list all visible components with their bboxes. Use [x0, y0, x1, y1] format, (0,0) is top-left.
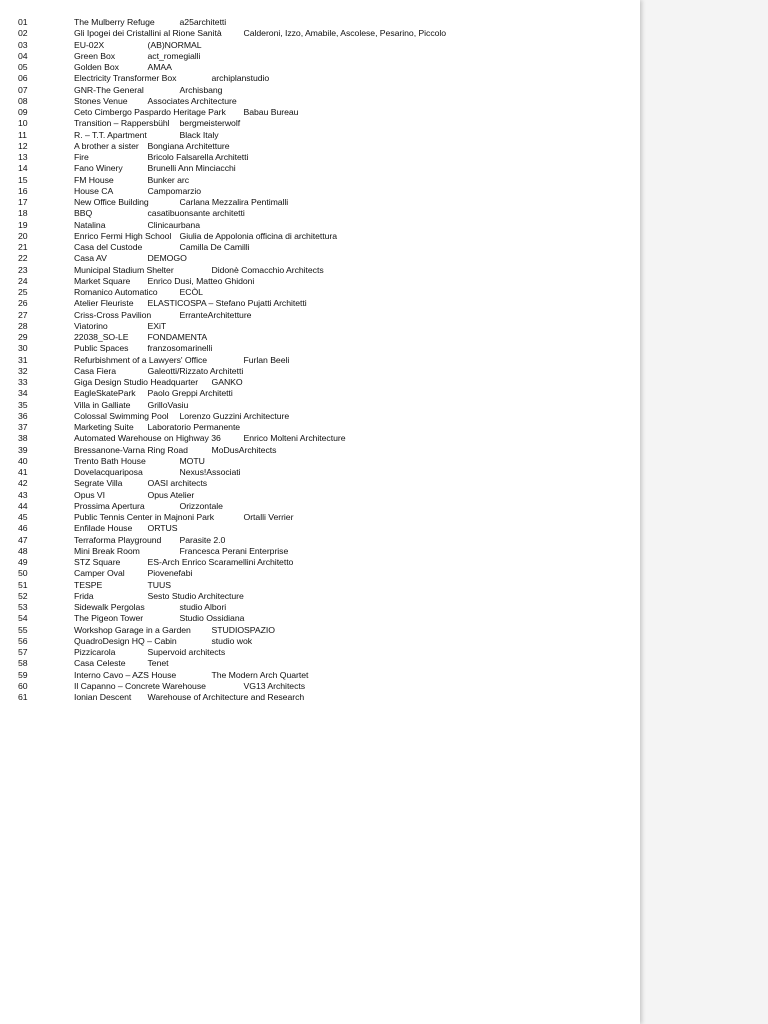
- list-item: [18, 670, 446, 681]
- list-item: [18, 141, 446, 152]
- architect-name: a25architetti: [179, 17, 227, 27]
- project-title: Criss-Cross Pavilion: [74, 309, 152, 320]
- project-title: Trento Bath House: [74, 455, 146, 466]
- list-item: [18, 152, 446, 163]
- list-item: [18, 298, 446, 309]
- architect-name: ELASTICOSPA – Stefano Pujatti Architetti: [147, 298, 307, 309]
- list-item: [18, 411, 446, 422]
- project-title: Automated Warehouse on Highway 36: [74, 433, 221, 444]
- list-item: [18, 501, 446, 512]
- project-title: Casa del Custode: [74, 242, 143, 252]
- architect-name: Opus Atelier: [147, 489, 195, 500]
- entry-number: 15: [18, 174, 28, 185]
- list-item: [18, 388, 446, 399]
- list-item: [18, 17, 446, 28]
- architect-name: Parasite 2.0: [179, 534, 226, 545]
- list-item: [18, 40, 446, 51]
- project-title: Green Box: [74, 50, 116, 61]
- project-title: Giga Design Studio Headquarter: [74, 377, 199, 387]
- architect-name: Calderoni, Izzo, Amabile, Ascolese, Pesarino, Piccolo: [243, 28, 447, 39]
- project-title: Atelier Fleuriste: [74, 298, 134, 309]
- list-item: [18, 253, 446, 264]
- list-item: [18, 186, 446, 197]
- entry-number: 53: [18, 602, 28, 612]
- project-title: Municipal Stadium Shelter: [74, 264, 174, 275]
- project-title: Workshop Garage in a Garden: [74, 624, 191, 635]
- project-title: Fano Winery: [74, 163, 123, 174]
- entry-number: 11: [18, 129, 27, 140]
- entry-number: 35: [18, 399, 28, 410]
- project-title: Casa Fiera: [74, 365, 116, 376]
- architect-name: Campomarzio: [147, 185, 202, 196]
- architect-name: Lorenzo Guzzini Architecture: [179, 410, 290, 421]
- list-item: [18, 658, 446, 669]
- list-item: [18, 163, 446, 174]
- architect-name: ECÒL: [179, 287, 203, 297]
- entry-number: 51: [18, 579, 28, 590]
- architect-name: MoDusArchitects: [211, 444, 277, 455]
- entry-number: 24: [18, 275, 28, 286]
- list-item: [18, 197, 446, 208]
- entry-number: 17: [18, 197, 28, 207]
- entry-number: 52: [18, 590, 28, 601]
- architect-name: Galeotti/Rizzato Architetti: [147, 365, 244, 376]
- list-item: [18, 692, 446, 703]
- architect-name: Nexus!Associati: [179, 467, 241, 477]
- entry-number: 38: [18, 433, 28, 444]
- entry-number: 42: [18, 478, 28, 489]
- entry-number: 28: [18, 320, 28, 331]
- entry-number: 34: [18, 388, 28, 399]
- list-item: [18, 613, 446, 624]
- project-title: Market Square: [74, 275, 131, 286]
- list-item: [18, 636, 446, 647]
- entry-number: 40: [18, 455, 28, 466]
- architect-name: EXiT: [147, 320, 167, 331]
- list-item: [18, 287, 446, 298]
- project-title: Enrico Fermi High School: [74, 230, 172, 241]
- project-title: Sidewalk Pergolas: [74, 602, 145, 612]
- architect-name: The Modern Arch Quartet: [211, 669, 309, 680]
- list-item: [18, 557, 446, 568]
- project-title: TESPE: [74, 579, 103, 590]
- architect-name: archiplanstudio: [211, 73, 270, 84]
- architect-name: Bunker arc: [147, 174, 190, 185]
- list-item: [18, 96, 446, 107]
- entry-number: 05: [18, 62, 28, 72]
- architect-name: STUDIOSPAZIO: [211, 624, 275, 635]
- entry-number: 30: [18, 343, 28, 354]
- list-item: [18, 467, 446, 478]
- project-title: Terraforma Playground: [74, 534, 162, 545]
- project-title: Segrate Villa: [74, 478, 123, 489]
- entry-number: 41: [18, 467, 28, 477]
- project-title: Casa AV: [74, 253, 107, 264]
- architect-name: Supervoid architects: [147, 647, 226, 657]
- list-item: [18, 332, 446, 343]
- project-title: Enfilade House: [74, 523, 133, 534]
- architect-name: Giulia de Appolonia officina di architettura: [179, 230, 337, 241]
- list-item: [18, 647, 446, 658]
- entry-number: 10: [18, 118, 28, 129]
- project-title: Golden Box: [74, 62, 119, 72]
- entry-number: 23: [18, 264, 28, 275]
- entry-number: 55: [18, 624, 28, 635]
- project-title: QuadroDesign HQ – Cabin: [74, 635, 177, 646]
- architect-name: Babau Bureau: [243, 107, 299, 117]
- entry-number: 47: [18, 534, 28, 545]
- entry-number: 19: [18, 219, 28, 230]
- architect-name: act_romegialli: [147, 50, 201, 61]
- list-item: [18, 208, 446, 219]
- entry-number: 37: [18, 422, 28, 432]
- entry-number: 16: [18, 185, 28, 196]
- list-item: [18, 310, 446, 321]
- architect-name: ORTUS: [147, 523, 178, 534]
- entry-number: 01: [18, 17, 28, 27]
- project-title: Romanico Automatico: [74, 287, 158, 297]
- architect-name: DEMOGO: [147, 253, 187, 264]
- entry-number: 36: [18, 410, 28, 421]
- project-title: R. – T.T. Apartment: [74, 129, 147, 140]
- project-title: Viatorino: [74, 320, 108, 331]
- project-title: Public Spaces: [74, 343, 129, 354]
- entry-number: 22: [18, 253, 28, 264]
- entry-number: 50: [18, 568, 28, 579]
- entry-number: 54: [18, 613, 28, 624]
- list-item: [18, 85, 446, 96]
- architect-name: studio Albori: [179, 602, 227, 612]
- list-item: [18, 625, 446, 636]
- project-title: New Office Building: [74, 197, 149, 207]
- list-item: [18, 433, 446, 444]
- architect-name: Didonè Comacchio Architects: [211, 264, 324, 275]
- list-item: [18, 580, 446, 591]
- entry-number: 02: [18, 28, 28, 39]
- project-title: The Mulberry Refuge: [74, 17, 155, 27]
- entry-number: 06: [18, 73, 28, 84]
- list-item: [18, 478, 446, 489]
- entry-number: 49: [18, 557, 28, 567]
- project-title: Colossal Swimming Pool: [74, 410, 169, 421]
- project-title: Bressanone-Varna Ring Road: [74, 444, 188, 455]
- list-item: [18, 73, 446, 84]
- architect-name: AMAA: [147, 62, 172, 72]
- project-title: Il Capanno – Concrete Warehouse: [74, 680, 206, 691]
- architect-name: GrilloVasiu: [147, 399, 189, 410]
- project-title: STZ Square: [74, 557, 121, 567]
- project-title: Natalina: [74, 219, 106, 230]
- architect-name: Piovenefabi: [147, 568, 193, 579]
- architect-name: Furlan Beeli: [243, 354, 290, 365]
- list-item: [18, 107, 446, 118]
- list-item: [18, 130, 446, 141]
- architect-name: OASI architects: [147, 478, 208, 489]
- project-title: The Pigeon Tower: [74, 613, 144, 624]
- project-title: Mini Break Room: [74, 545, 140, 556]
- project-title: Fire: [74, 152, 89, 162]
- list-item: [18, 400, 446, 411]
- architect-name: ES-Arch Enrico Scaramellini Architetto: [147, 557, 294, 567]
- list-item: [18, 321, 446, 332]
- project-title: Interno Cavo – AZS House: [74, 669, 177, 680]
- architect-name: Ortalli Verrier: [243, 512, 294, 522]
- list-item: [18, 276, 446, 287]
- architect-name: MOTU: [179, 455, 205, 466]
- entry-number: 04: [18, 50, 28, 61]
- entry-number: 58: [18, 658, 28, 669]
- entry-number: 45: [18, 512, 28, 522]
- architect-name: Paolo Greppi Architetti: [147, 388, 233, 399]
- project-title: House CA: [74, 185, 114, 196]
- entry-number: 21: [18, 242, 28, 252]
- architect-name: FONDAMENTA: [147, 332, 208, 342]
- project-title: EagleSkatePark: [74, 388, 136, 399]
- project-title: Villa in Galliate: [74, 399, 131, 410]
- entry-number: 08: [18, 95, 28, 106]
- entry-number: 32: [18, 365, 28, 376]
- entry-number: 20: [18, 230, 28, 241]
- architect-name: Clinicaurbana: [147, 219, 200, 230]
- project-title: Dovelacquariposa: [74, 467, 143, 477]
- project-title: Refurbishment of a Lawyers' Office: [74, 354, 208, 365]
- entry-number: 14: [18, 163, 28, 174]
- list-item: [18, 366, 446, 377]
- entry-number: 39: [18, 444, 28, 455]
- entry-number: 26: [18, 298, 28, 309]
- list-item: [18, 62, 446, 73]
- project-index-list: [18, 17, 446, 703]
- architect-name: Enrico Molteni Architecture: [243, 433, 346, 444]
- architect-name: Associates Architecture: [147, 95, 237, 106]
- architect-name: TUUS: [147, 579, 171, 590]
- architect-name: (AB)NORMAL: [147, 39, 202, 50]
- entry-number: 43: [18, 489, 28, 500]
- project-title: 22038_SO-LE: [74, 332, 129, 342]
- project-title: Pizzicarola: [74, 647, 116, 657]
- entry-number: 48: [18, 545, 28, 556]
- entry-number: 33: [18, 377, 28, 387]
- architect-name: bergmeisterwolf: [179, 118, 241, 129]
- project-title: EU-02X: [74, 39, 105, 50]
- architect-name: GANKO: [211, 377, 243, 387]
- project-title: Prossima Apertura: [74, 500, 145, 511]
- project-title: Gli Ipogei dei Cristallini al Rione Sanità: [74, 28, 222, 39]
- list-item: [18, 535, 446, 546]
- architect-name: Tenet: [147, 658, 169, 669]
- architect-name: Carlana Mezzalira Pentimalli: [179, 197, 289, 207]
- entry-number: 07: [18, 84, 28, 95]
- entry-number: 03: [18, 39, 28, 50]
- architect-name: Bricolo Falsarella Architetti: [147, 152, 249, 162]
- list-item: [18, 28, 446, 39]
- list-item: [18, 343, 446, 354]
- architect-name: Camilla De Camilli: [179, 242, 250, 252]
- architect-name: Brunelli Ann Minciacchi: [147, 163, 236, 174]
- architect-name: Laboratorio Permanente: [147, 422, 241, 432]
- list-item: [18, 231, 446, 242]
- project-title: Ceto Cimbergo Paspardo Heritage Park: [74, 107, 226, 117]
- architect-name: Orizzontale: [179, 500, 223, 511]
- list-item: [18, 265, 446, 276]
- entry-number: 59: [18, 669, 28, 680]
- project-title: Casa Celeste: [74, 658, 126, 669]
- project-title: Camper Oval: [74, 568, 125, 579]
- project-title: Transition – Rappersbühl: [74, 118, 170, 129]
- list-item: [18, 456, 446, 467]
- entry-number: 09: [18, 107, 28, 117]
- list-item: [18, 51, 446, 62]
- list-item: [18, 681, 446, 692]
- list-item: [18, 602, 446, 613]
- list-item: [18, 377, 446, 388]
- architect-name: Archisbang: [179, 84, 223, 95]
- project-title: GNR-The General: [74, 84, 144, 95]
- entry-number: 12: [18, 140, 28, 151]
- project-title: Public Tennis Center in Majnoni Park: [74, 512, 215, 522]
- project-title: Electricity Transformer Box: [74, 73, 177, 84]
- architect-name: Francesca Perani Enterprise: [179, 545, 289, 556]
- entry-number: 60: [18, 680, 28, 691]
- entry-number: 29: [18, 332, 28, 342]
- list-item: [18, 591, 446, 602]
- entry-number: 57: [18, 647, 28, 657]
- list-item: [18, 490, 446, 501]
- entry-number: 27: [18, 309, 28, 320]
- project-title: Ionian Descent: [74, 692, 132, 702]
- entry-number: 13: [18, 152, 28, 162]
- entry-number: 56: [18, 635, 28, 646]
- architect-name: franzosomarinelli: [147, 343, 213, 354]
- entry-number: 31: [18, 354, 28, 365]
- list-item: [18, 445, 446, 456]
- list-item: [18, 355, 446, 366]
- list-item: [18, 546, 446, 557]
- entry-number: 18: [18, 208, 28, 219]
- project-title: Stones Venue: [74, 95, 128, 106]
- architect-name: Sesto Studio Architecture: [147, 590, 244, 601]
- list-item: [18, 512, 446, 523]
- architect-name: VG13 Architects: [243, 680, 306, 691]
- list-item: [18, 568, 446, 579]
- entry-number: 61: [18, 692, 28, 702]
- entry-number: 46: [18, 523, 28, 534]
- project-title: Marketing Suite: [74, 422, 134, 432]
- project-title: Opus VI: [74, 489, 106, 500]
- architect-name: Black Italy: [179, 129, 219, 140]
- architect-name: studio wok: [211, 635, 253, 646]
- project-title: Frida: [74, 590, 94, 601]
- architect-name: ErranteArchitetture: [179, 309, 252, 320]
- list-item: [18, 523, 446, 534]
- entry-number: 44: [18, 500, 28, 511]
- architect-name: Warehouse of Architecture and Research: [147, 692, 305, 702]
- project-title: A brother a sister: [74, 140, 139, 151]
- list-item: [18, 422, 446, 433]
- list-item: [18, 175, 446, 186]
- list-item: [18, 118, 446, 129]
- architect-name: Bongiana Architetture: [147, 140, 230, 151]
- architect-name: casatibuonsante architetti: [147, 208, 245, 219]
- project-title: FM House: [74, 174, 114, 185]
- architect-name: Studio Ossidiana: [179, 613, 245, 624]
- project-title: BBQ: [74, 208, 93, 219]
- list-item: [18, 242, 446, 253]
- architect-name: Enrico Dusi, Matteo Ghidoni: [147, 275, 255, 286]
- entry-number: 25: [18, 287, 28, 297]
- list-item: [18, 220, 446, 231]
